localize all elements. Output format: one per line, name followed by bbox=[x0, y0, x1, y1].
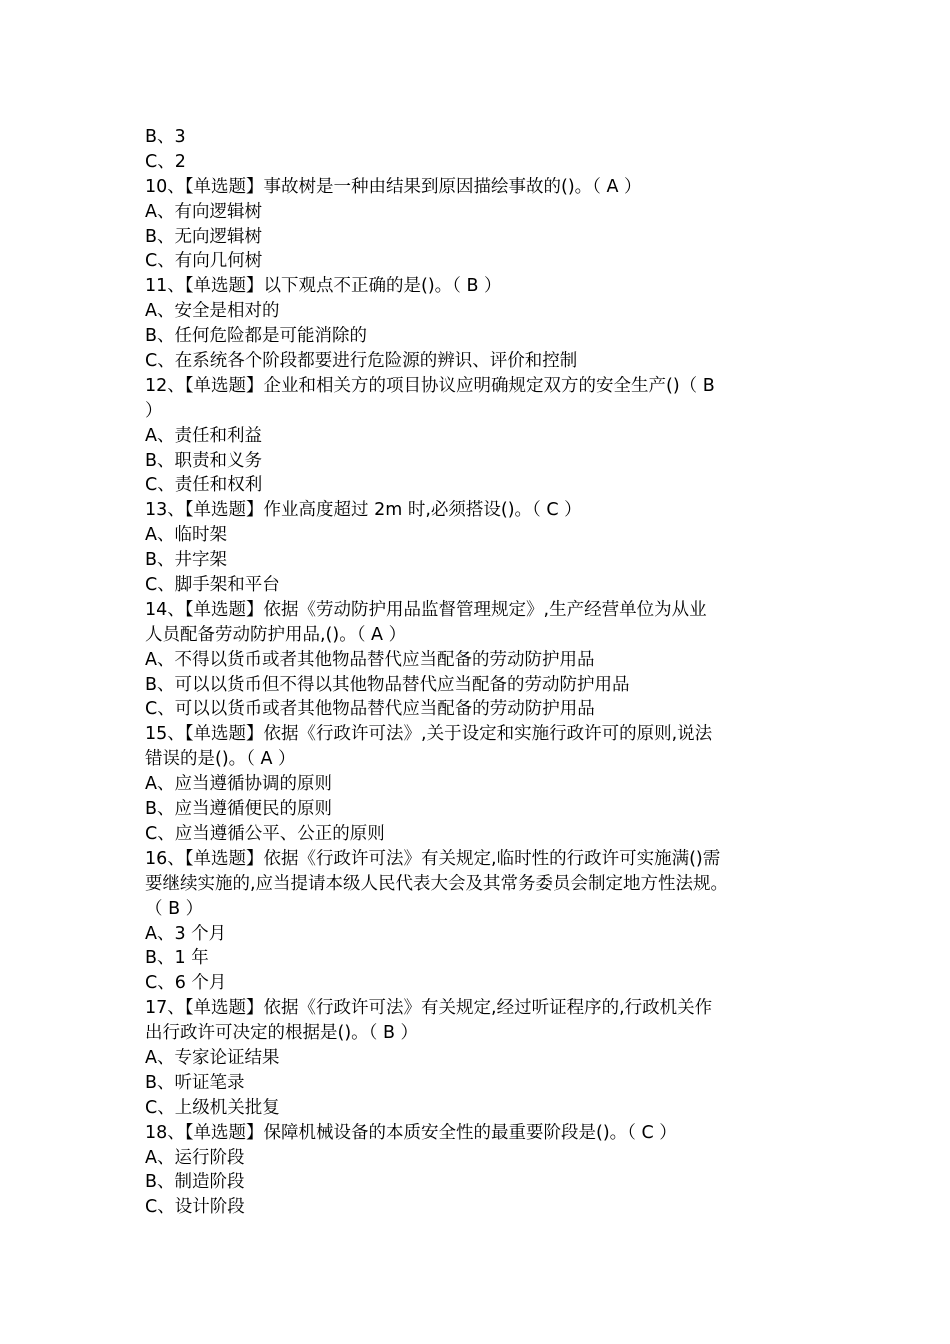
question-line-continued: 出行政许可决定的根据是()。（ B ） bbox=[145, 1023, 419, 1044]
option-line: A、运行阶段 bbox=[145, 1147, 245, 1168]
question-line: 17、【单选题】依据《行政许可法》有关规定,经过听证程序的,行政机关作 bbox=[145, 998, 713, 1019]
option-line: A、不得以货币或者其他物品替代应当配备的劳动防护用品 bbox=[145, 649, 595, 670]
option-line: C、6 个月 bbox=[145, 973, 227, 994]
option-line: A、安全是相对的 bbox=[145, 301, 280, 322]
option-line: C、脚手架和平台 bbox=[145, 575, 280, 596]
option-line: C、有向几何树 bbox=[145, 251, 263, 272]
option-line: C、2 bbox=[145, 151, 186, 172]
question-line: 12、【单选题】企业和相关方的项目协议应明确规定双方的安全生产()（ B bbox=[145, 375, 715, 396]
question-line-continued: （ B ） bbox=[145, 898, 204, 919]
option-line: B、无向逻辑树 bbox=[145, 226, 263, 247]
option-line: A、有向逻辑树 bbox=[145, 201, 262, 222]
option-line: C、在系统各个阶段都要进行危险源的辨识、评价和控制 bbox=[145, 351, 578, 372]
question-line: 13、【单选题】作业高度超过 2m 时,必须搭设()。（ C ） bbox=[145, 500, 582, 521]
option-line: A、临时架 bbox=[145, 525, 227, 546]
option-line: B、听证笔录 bbox=[145, 1072, 245, 1093]
option-line: C、可以以货币或者其他物品替代应当配备的劳动防护用品 bbox=[145, 699, 595, 720]
option-line: C、应当遵循公平、公正的原则 bbox=[145, 823, 385, 844]
option-line: B、井字架 bbox=[145, 550, 228, 571]
option-line: B、应当遵循便民的原则 bbox=[145, 799, 333, 820]
option-line: A、专家论证结果 bbox=[145, 1047, 280, 1068]
question-line: 15、【单选题】依据《行政许可法》,关于设定和实施行政许可的原则,说法 bbox=[145, 724, 713, 745]
option-line: B、1 年 bbox=[145, 948, 209, 969]
option-line: A、应当遵循协调的原则 bbox=[145, 774, 332, 795]
question-line: 16、【单选题】依据《行政许可法》有关规定,临时性的行政许可实施满()需 bbox=[145, 848, 721, 869]
option-line: A、3 个月 bbox=[145, 923, 227, 944]
question-line: 10、【单选题】事故树是一种由结果到原因描绘事故的()。（ A ） bbox=[145, 176, 642, 197]
question-line: 14、【单选题】依据《劳动防护用品监督管理规定》,生产经营单位为从业 bbox=[145, 599, 707, 620]
question-line: 11、【单选题】以下观点不正确的是()。（ B ） bbox=[145, 276, 502, 297]
option-line: B、任何危险都是可能消除的 bbox=[145, 326, 368, 347]
option-line: A、责任和利益 bbox=[145, 425, 262, 446]
option-line: B、制造阶段 bbox=[145, 1172, 245, 1193]
question-line-continued: 人员配备劳动防护用品,()。（ A ） bbox=[145, 624, 407, 645]
option-line: B、职责和义务 bbox=[145, 450, 263, 471]
option-line: C、设计阶段 bbox=[145, 1197, 245, 1218]
question-line-continued: ） bbox=[145, 400, 163, 421]
option-line: B、3 bbox=[145, 127, 186, 147]
question-line-continued: 要继续实施的,应当提请本级人民代表大会及其常务委员会制定地方性法规。 bbox=[145, 873, 729, 894]
option-line: C、责任和权利 bbox=[145, 475, 263, 496]
option-line: C、上级机关批复 bbox=[145, 1097, 280, 1118]
question-list bbox=[145, 125, 825, 1220]
question-line: 18、【单选题】保障机械设备的本质安全性的最重要阶段是()。（ C ） bbox=[145, 1122, 677, 1143]
question-line-continued: 错误的是()。（ A ） bbox=[145, 749, 296, 770]
option-line: B、可以以货币但不得以其他物品替代应当配备的劳动防护用品 bbox=[145, 674, 630, 695]
